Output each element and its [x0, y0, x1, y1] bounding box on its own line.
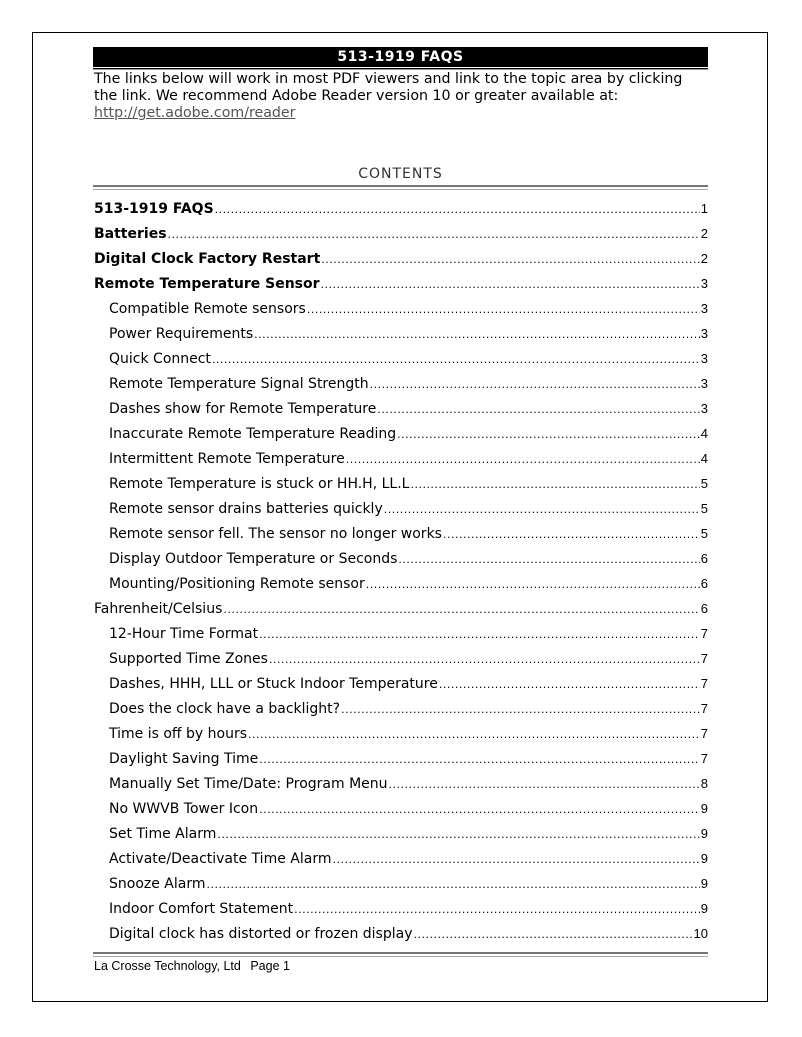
toc-dot-leader [443, 528, 700, 541]
toc-entry-page: 2 [700, 251, 708, 266]
toc-entry[interactable] [94, 476, 708, 501]
toc-entry-label: Daylight Saving Time [109, 751, 259, 767]
toc-dot-leader [439, 678, 700, 691]
toc-entry-label: No WWVB Tower Icon [109, 801, 259, 817]
toc-entry-label: Mounting/Positioning Remote sensor [109, 576, 365, 592]
toc-entry-page: 8 [700, 776, 708, 791]
toc-entry[interactable] [94, 251, 708, 276]
toc-dot-leader [332, 853, 699, 866]
toc-entry-label: 12-Hour Time Format [109, 626, 259, 642]
toc-dot-leader [397, 428, 700, 441]
toc-entry[interactable] [94, 801, 708, 826]
toc-dot-leader [259, 803, 700, 816]
contents-divider [93, 185, 708, 190]
toc-entry-page: 9 [700, 876, 708, 891]
toc-entry-label: Intermittent Remote Temperature [109, 451, 345, 467]
toc-dot-leader [321, 253, 699, 266]
toc-dot-leader [215, 203, 700, 216]
toc-dot-leader [414, 928, 693, 941]
toc-entry-label: Fahrenheit/Celsius [94, 601, 223, 617]
toc-entry[interactable] [94, 226, 708, 251]
toc-entry[interactable] [94, 901, 708, 926]
toc-dot-leader [259, 628, 700, 641]
toc-entry[interactable] [94, 651, 708, 676]
footer-company: La Crosse Technology, Ltd [94, 959, 241, 973]
toc-entry[interactable] [94, 451, 708, 476]
toc-entry[interactable] [94, 826, 708, 851]
toc-entry-label: Supported Time Zones [109, 651, 268, 667]
toc-entry-label: Set Time Alarm [109, 826, 217, 842]
toc-dot-leader [370, 378, 700, 391]
toc-dot-leader [341, 703, 700, 716]
toc-entry[interactable] [94, 701, 708, 726]
toc-entry[interactable] [94, 576, 708, 601]
toc-entry-label: Quick Connect [109, 351, 211, 367]
toc-dot-leader [321, 278, 700, 291]
toc-entry[interactable] [94, 551, 708, 576]
toc-dot-leader [294, 903, 700, 916]
toc-dot-leader [377, 403, 699, 416]
toc-dot-leader [207, 878, 700, 891]
toc-entry[interactable] [94, 351, 708, 376]
toc-entry-label: Compatible Remote sensors [109, 301, 306, 317]
toc-entry[interactable] [94, 776, 708, 801]
adobe-reader-link[interactable]: http://get.adobe.com/reader [94, 105, 296, 121]
toc-dot-leader [366, 578, 700, 591]
toc-entry-label: 513-1919 FAQS [94, 201, 214, 217]
toc-entry-page: 10 [693, 926, 708, 941]
toc-entry[interactable] [94, 401, 708, 426]
toc-entry-page: 7 [700, 751, 708, 766]
toc-entry[interactable] [94, 626, 708, 651]
toc-entry-page: 9 [700, 901, 708, 916]
title-divider [93, 68, 708, 70]
toc-entry-label: Remote sensor fell. The sensor no longer works [109, 526, 442, 542]
toc-entry[interactable] [94, 276, 708, 301]
toc-entry[interactable] [94, 876, 708, 901]
toc-entry-page: 9 [700, 801, 708, 816]
toc-entry-page: 3 [700, 276, 708, 291]
toc-dot-leader [248, 728, 700, 741]
intro-paragraph [94, 71, 706, 122]
toc-dot-leader [346, 453, 700, 466]
toc-entry-page: 3 [700, 351, 708, 366]
toc-dot-leader [307, 303, 700, 316]
toc-entry-page: 6 [700, 551, 708, 566]
footer-divider [93, 952, 708, 957]
toc-entry-label: Remote sensor drains batteries quickly [109, 501, 383, 517]
toc-entry[interactable] [94, 676, 708, 701]
toc-entry-page: 3 [700, 376, 708, 391]
toc-entry-page: 9 [700, 851, 708, 866]
toc-entry[interactable] [94, 751, 708, 776]
contents-heading: CONTENTS [358, 166, 443, 182]
toc-entry-page: 5 [700, 476, 708, 491]
toc-entry-label: Activate/Deactivate Time Alarm [109, 851, 332, 867]
toc-entry-label: Batteries [94, 226, 167, 242]
toc-entry-label: Indoor Comfort Statement [109, 901, 294, 917]
toc-entry-page: 4 [700, 451, 708, 466]
toc-dot-leader [217, 828, 699, 841]
toc-entry-label: Remote Temperature is stuck or HH.H, LL.L [109, 476, 410, 492]
document-title: 513-1919 FAQS [93, 47, 708, 67]
toc-dot-leader [410, 478, 699, 491]
toc-dot-leader [259, 753, 700, 766]
toc-entry-page: 7 [700, 676, 708, 691]
toc-entry[interactable] [94, 926, 708, 951]
toc-entry-page: 6 [700, 576, 708, 591]
toc-entry-page: 3 [700, 301, 708, 316]
toc-entry-page: 9 [700, 826, 708, 841]
toc-entry-page: 4 [700, 426, 708, 441]
toc-dot-leader [384, 503, 700, 516]
toc-entry[interactable] [94, 851, 708, 876]
toc-entry-page: 6 [700, 601, 708, 616]
toc-entry-page: 3 [700, 401, 708, 416]
toc-entry[interactable] [94, 376, 708, 401]
toc-entry-label: Does the clock have a backlight? [109, 701, 341, 717]
toc-entry[interactable] [94, 601, 708, 626]
toc-dot-leader [254, 328, 700, 341]
toc-entry[interactable] [94, 526, 708, 551]
footer-page-number: Page 1 [250, 959, 290, 973]
toc-entry-page: 7 [700, 651, 708, 666]
toc-entry-label: Inaccurate Remote Temperature Reading [109, 426, 397, 442]
toc-entry-label: Dashes, HHH, LLL or Stuck Indoor Temperature [109, 676, 438, 692]
toc-entry-label: Remote Temperature Sensor [94, 276, 320, 292]
page-footer [94, 959, 290, 973]
toc-entry[interactable] [94, 326, 708, 351]
toc-dot-leader [398, 553, 699, 566]
toc-entry-label: Digital clock has distorted or frozen display [109, 926, 413, 942]
toc-entry-page: 7 [700, 626, 708, 641]
toc-entry-label: Display Outdoor Temperature or Seconds [109, 551, 398, 567]
toc-entry-page: 7 [700, 701, 708, 716]
toc-entry[interactable] [94, 301, 708, 326]
toc-entry-label: Snooze Alarm [109, 876, 206, 892]
intro-text: The links below will work in most PDF viewers and link to the topic area by clicking the link. We recommend Adobe Reader version 10 or greater available at: [94, 71, 683, 104]
table-of-contents [94, 201, 708, 951]
toc-dot-leader [223, 603, 699, 616]
toc-entry-label: Dashes show for Remote Temperature [109, 401, 377, 417]
toc-entry-page: 5 [700, 526, 708, 541]
toc-entry-label: Remote Temperature Signal Strength [109, 376, 369, 392]
toc-entry[interactable] [94, 201, 708, 226]
toc-entry-label: Power Requirements [109, 326, 254, 342]
toc-entry-label: Manually Set Time/Date: Program Menu [109, 776, 388, 792]
toc-entry[interactable] [94, 426, 708, 451]
toc-entry-page: 3 [700, 326, 708, 341]
toc-entry[interactable] [94, 726, 708, 751]
toc-entry-page: 2 [700, 226, 708, 241]
toc-dot-leader [389, 778, 700, 791]
toc-entry-page: 7 [700, 726, 708, 741]
toc-dot-leader [168, 228, 700, 241]
toc-dot-leader [212, 353, 700, 366]
toc-entry-label: Time is off by hours [109, 726, 247, 742]
toc-entry[interactable] [94, 501, 708, 526]
toc-entry-label: Digital Clock Factory Restart [94, 251, 321, 267]
toc-entry-page: 5 [700, 501, 708, 516]
toc-entry-page: 1 [700, 201, 708, 216]
toc-dot-leader [269, 653, 700, 666]
